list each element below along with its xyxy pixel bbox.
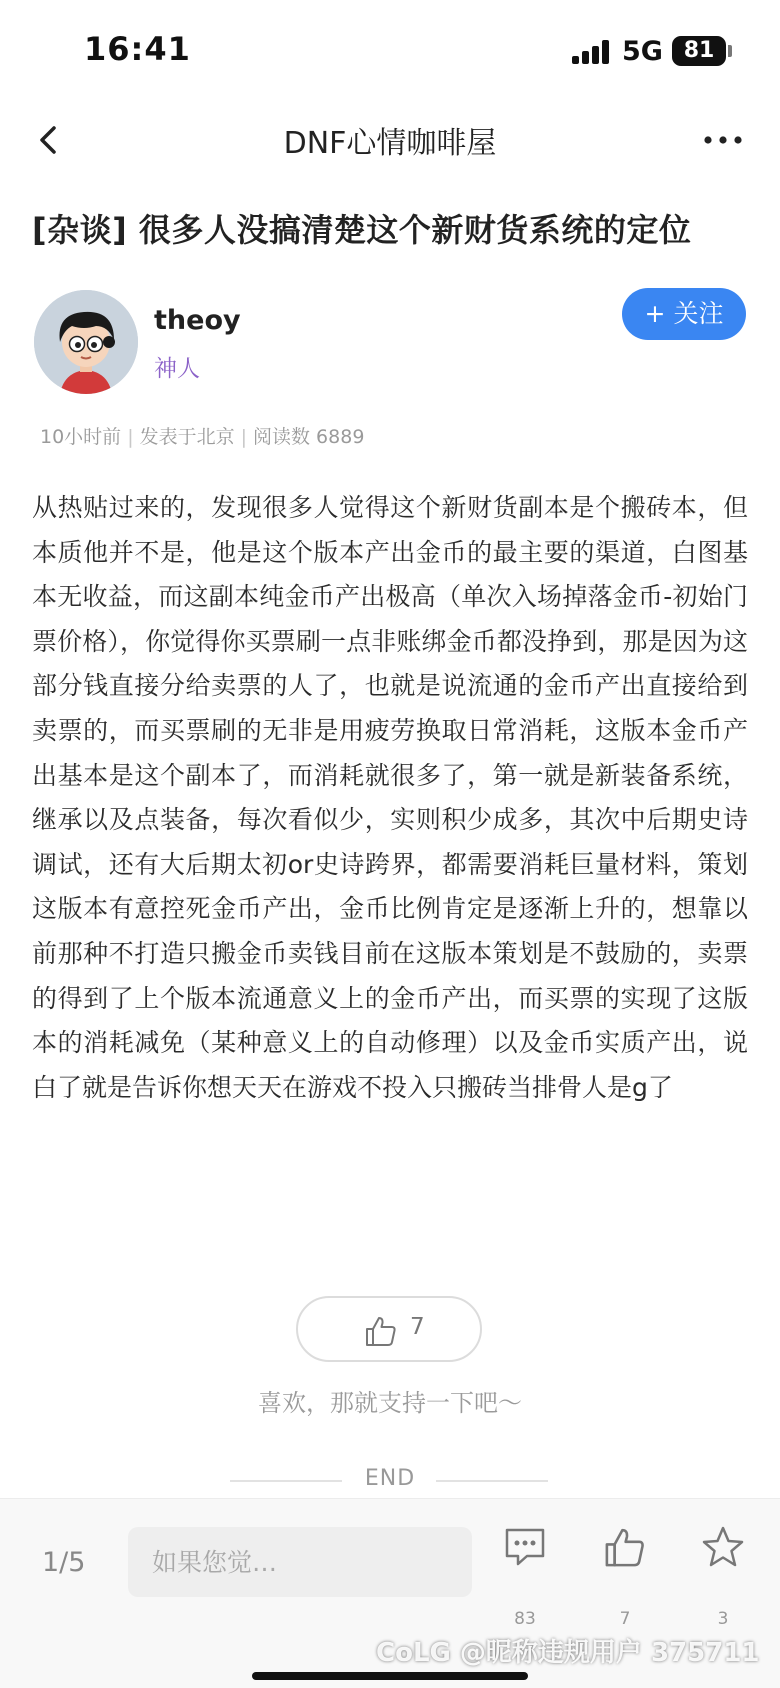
page-indicator[interactable]: 1/5	[42, 1547, 86, 1578]
like-button[interactable]	[296, 1296, 482, 1362]
comment-input[interactable]	[128, 1527, 472, 1597]
like-count: 7	[410, 1314, 425, 1340]
home-indicator	[252, 1672, 528, 1680]
support-text: 喜欢，那就支持一下吧～	[258, 1389, 522, 1417]
author-title: 神人	[154, 356, 200, 382]
likes-button[interactable]	[590, 1525, 660, 1629]
watermark: CoLG @昵称违规用户 375711	[376, 1638, 760, 1668]
status-time: 16:41	[84, 30, 191, 68]
nav-title: DNF心情咖啡屋	[283, 126, 497, 161]
battery-tip	[728, 45, 732, 57]
follow-button[interactable]: + 关注	[622, 288, 746, 340]
more-button[interactable]	[700, 118, 746, 162]
star-icon	[701, 1525, 745, 1569]
post-content: 从热贴过来的，发现很多人觉得这个新财货副本是个搬砖本，但本质他并不是，他是这个版本产出金币的最主要的渠道，白图基本无收益，而这副本纯金币产出极高（单次入场掉落金币-初始门票价格），你觉得你买票刷一点非账绑金币都没挣到，那是因为这部分钱直接分给卖票的人了，也就是说流通的金币产出直接给到卖票的，而买票刷的无非是用疲劳换取日常消耗，这版本金币产出基本是这个副本了，而消耗就很多了，第一就是新装备系统，继承以及点装备，每次看似少，实则积少成多，其次中后期史诗调试，还有大后期太初or史诗跨界，都需要消耗巨量材料，策划这版本有意控死金币产出，金币比例肯定是逐渐上升的，想靠以前那种不打造只搬金币卖钱目前在这版本策划是不鼓励的，卖票的得到了上个版本流通意义上的金币产出，而买票的实现了这版本的消耗减免（某种意义上的自动修理）以及金币实质产出，说白了就是告诉你想天天在游戏不投入只搬砖当排骨人是g了	[32, 493, 748, 1102]
post-title: [杂谈] 很多人没搞清楚这个新财货系统的定位	[32, 211, 692, 249]
thumbs-up-icon	[603, 1525, 647, 1569]
comment-icon	[503, 1525, 547, 1569]
post-time: 10小时前	[40, 426, 122, 448]
likes-count: 7	[619, 1609, 631, 1629]
comments-count: 83	[514, 1609, 536, 1629]
post-reads: 阅读数 6889	[253, 426, 365, 448]
back-button[interactable]	[30, 118, 70, 162]
favorite-button[interactable]	[688, 1525, 758, 1629]
avatar-cartoon-icon	[34, 290, 138, 394]
avatar[interactable]	[34, 290, 138, 394]
signal-icon	[572, 40, 612, 64]
favorites-count: 3	[717, 1609, 729, 1629]
post-location: 发表于北京	[139, 426, 235, 448]
network-type: 5G	[622, 36, 663, 67]
comments-button[interactable]	[490, 1525, 560, 1629]
post-meta: 10小时前 | 发表于北京 | 阅读数 6889	[40, 426, 365, 448]
end-label: END	[364, 1466, 416, 1491]
back-arrow-icon	[30, 118, 70, 162]
battery-icon: 81	[672, 36, 726, 66]
thumbs-up-icon	[364, 1314, 398, 1348]
status-bar	[0, 0, 780, 100]
more-dots-icon	[700, 118, 746, 162]
nav-bar	[0, 100, 780, 180]
author-name[interactable]: theoy	[154, 305, 241, 336]
